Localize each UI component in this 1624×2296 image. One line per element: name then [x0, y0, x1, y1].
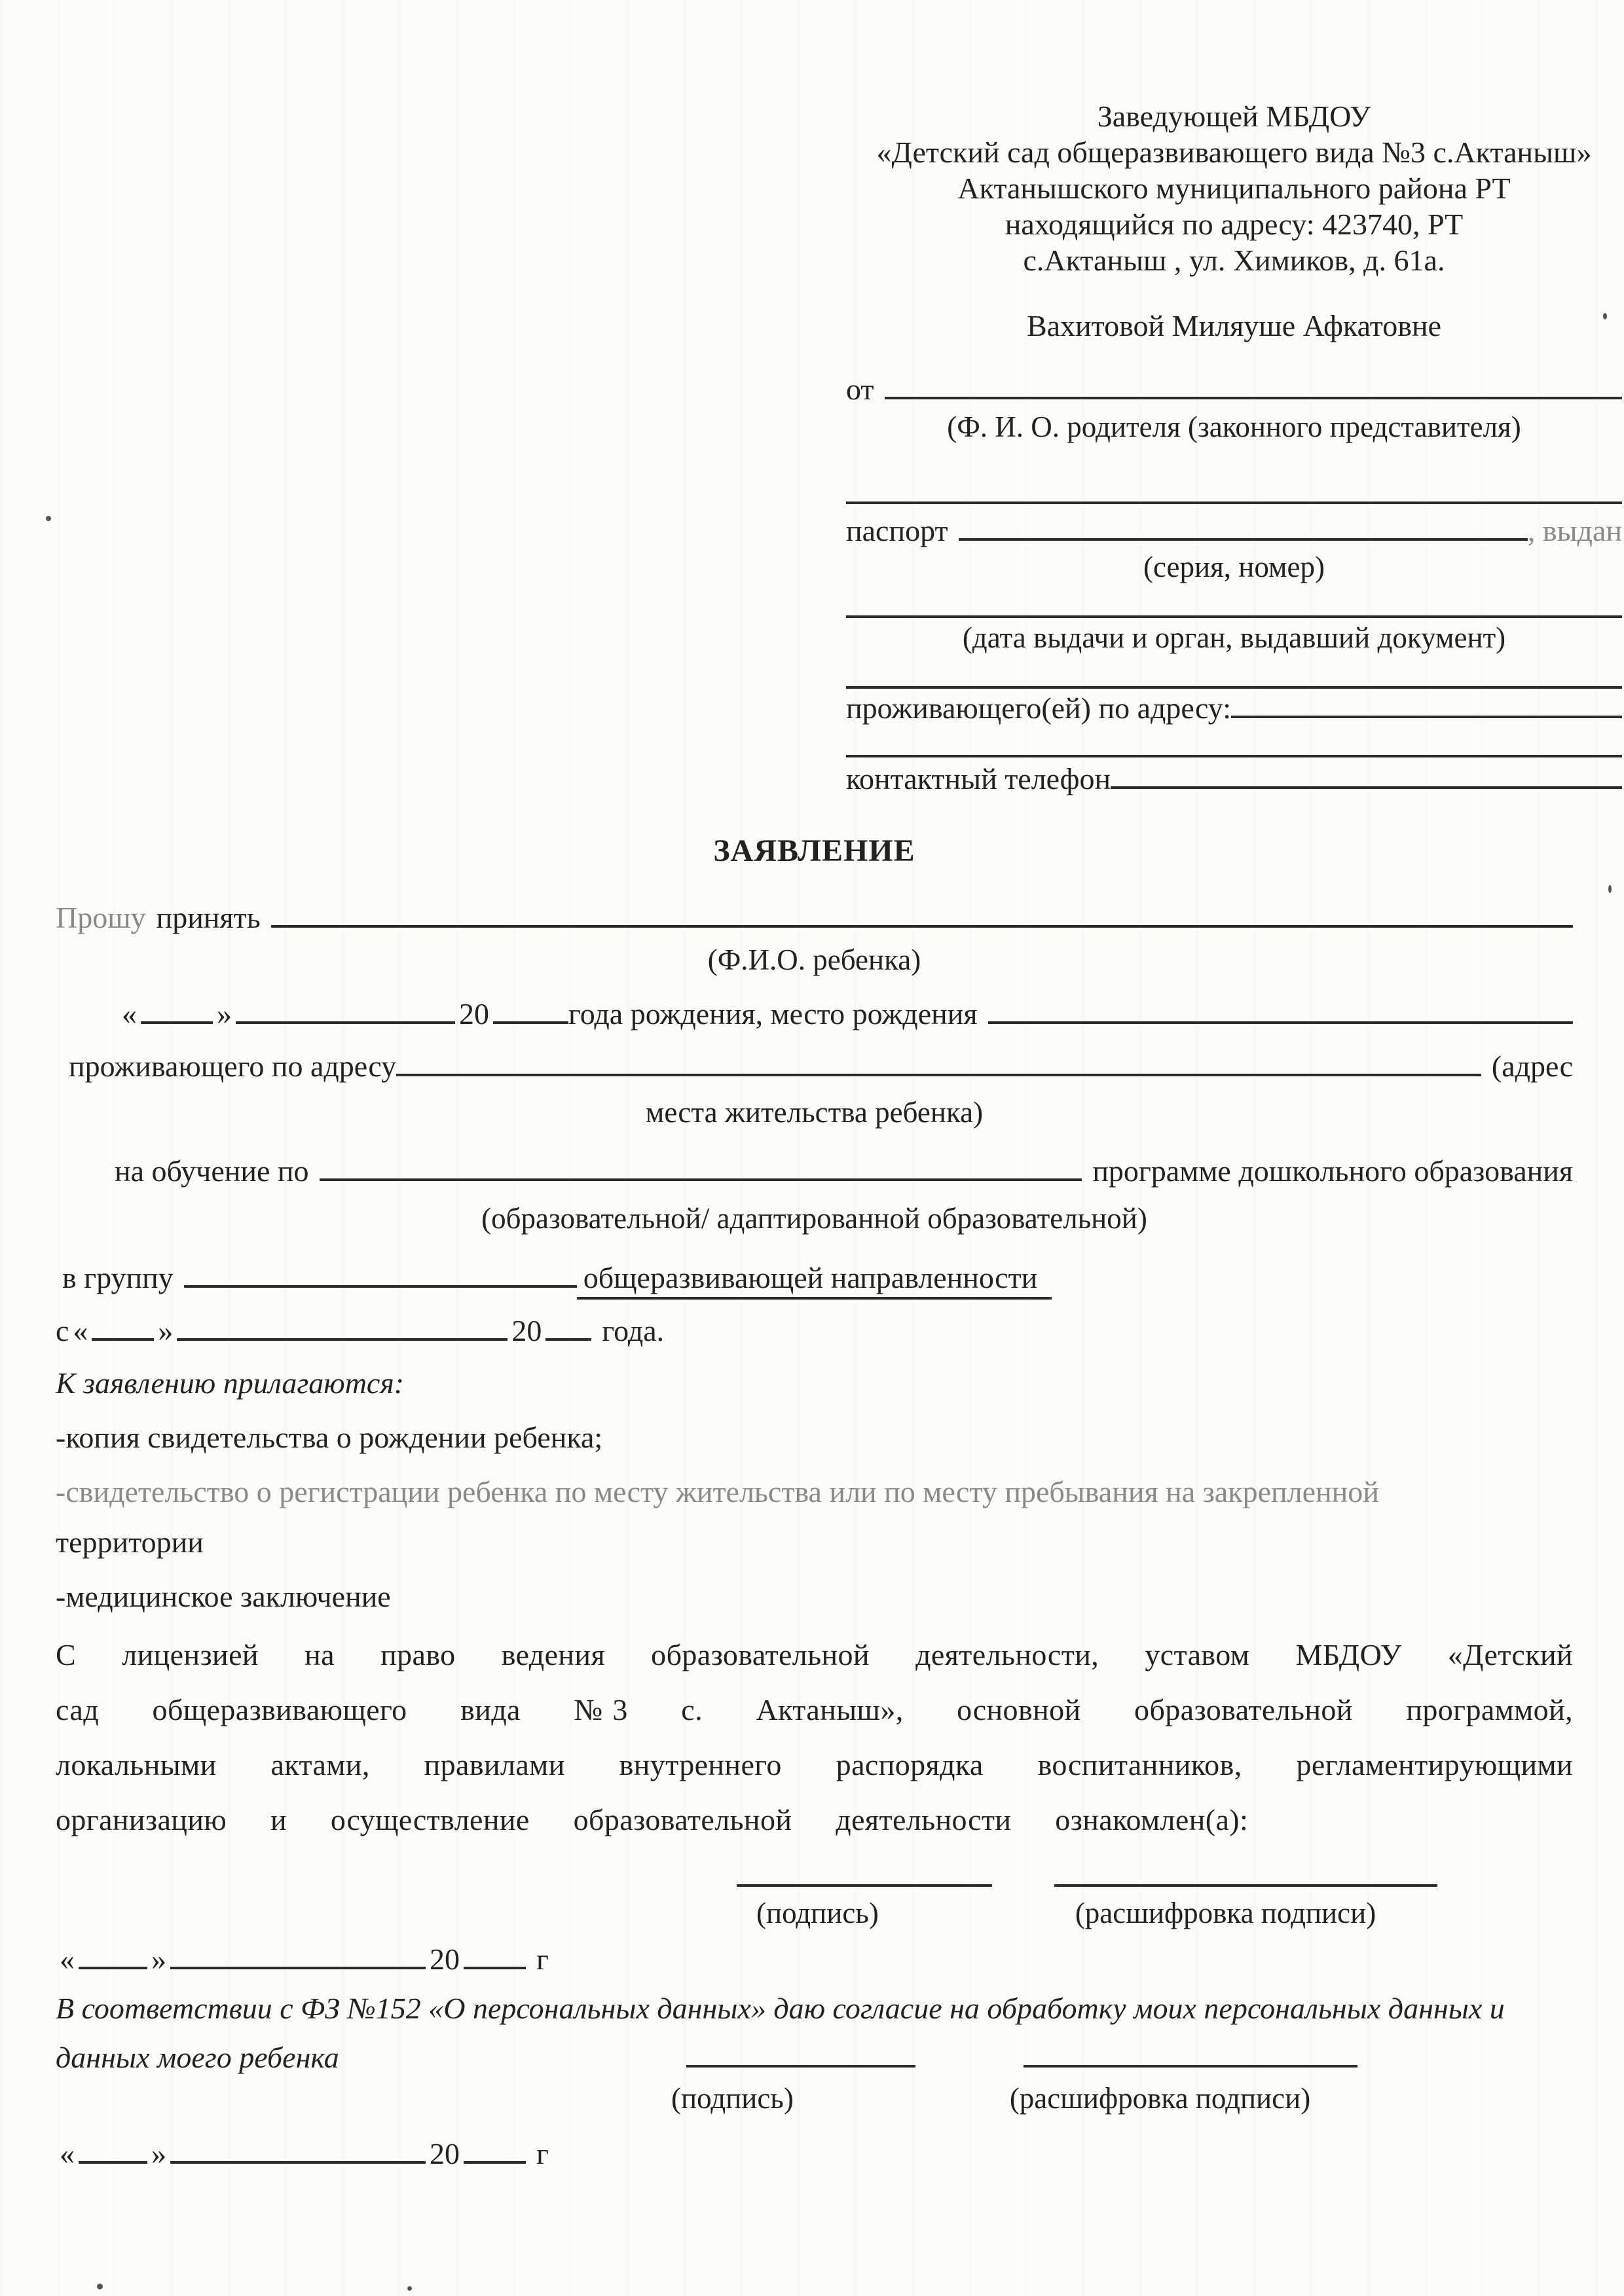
passport-row	[846, 511, 1622, 548]
passport-label: паспорт	[846, 513, 948, 547]
education-program-blank	[320, 1152, 1082, 1181]
child-residence-label: проживающего по адресу	[69, 1049, 397, 1083]
signature-row-1	[56, 1857, 1573, 1887]
date-year-blank	[464, 2134, 526, 2164]
child-address-blank	[396, 1046, 1481, 1076]
birth-place-blank	[988, 994, 1573, 1024]
child-fio-blank	[271, 898, 1573, 928]
date-row-2	[56, 2134, 1573, 2172]
signature-hints-1	[56, 1897, 1573, 1929]
consent-line-2-row	[56, 2038, 1573, 2075]
blank-line-continuation	[846, 486, 1622, 504]
sign-hint: (подпись)	[756, 1897, 879, 1930]
consent-line-1: В соответствии с ФЗ №152 «О персональных данных» даю согласие на обработку моих персональных данных и	[56, 1991, 1505, 2025]
request-word-1: Прошу	[56, 900, 146, 934]
org-line-2: «Детский сад общеразвивающего вида №3 с.Актаныш»	[876, 136, 1592, 169]
parent-fio-blank	[885, 370, 1623, 399]
quote-close: »	[217, 997, 232, 1031]
residence-blank	[1231, 689, 1622, 718]
year-word: года.	[602, 1313, 665, 1347]
residence-label: проживающего(ей) по адресу:	[846, 691, 1231, 725]
phone-blank	[1111, 759, 1622, 788]
attachment-item-4: -медицинское заключение	[56, 1579, 391, 1613]
quote-open: «	[60, 1942, 75, 1976]
consent-signature-name-blank	[1024, 2038, 1357, 2068]
child-fio-hint: (Ф.И.О. ребенка)	[707, 943, 921, 976]
org-line-5: с.Актаныш , ул. Химиков, д. 61а.	[1023, 244, 1445, 277]
start-date-row	[56, 1311, 1573, 1349]
date-year-blank	[464, 1939, 526, 1969]
birth-day-blank	[141, 994, 213, 1024]
date-month-blank	[170, 2134, 426, 2164]
address-open-paren: (адрес	[1491, 1049, 1573, 1083]
consent-line-2: данных моего ребенка	[56, 2041, 339, 2075]
date-day-blank	[79, 2134, 147, 2164]
transcript-hint: (расшифровка подписи)	[1075, 1897, 1376, 1930]
blank-line-issue	[846, 600, 1622, 618]
year-prefix: 20	[430, 1942, 460, 1976]
issue-info-hint: (дата выдачи и орган, выдавший документ)	[962, 621, 1506, 654]
request-word-2: принять	[156, 900, 261, 934]
org-line-3: Актанышского муниципального района РТ	[957, 172, 1511, 205]
blank-line-address	[846, 670, 1622, 689]
from-label: от	[846, 373, 874, 407]
quote-open: «	[60, 2137, 75, 2171]
document-title: ЗАЯВЛЕНИЕ	[713, 833, 915, 868]
quote-close: »	[151, 2137, 166, 2171]
passport-issued-label: , выдан	[1527, 513, 1622, 547]
birth-month-blank	[236, 994, 455, 1024]
start-year-blank	[545, 1311, 591, 1341]
group-direction: общеразвивающей направленности	[577, 1260, 1052, 1300]
blank-line-address-2	[846, 739, 1622, 757]
sign-hint: (подпись)	[671, 2082, 794, 2115]
education-suffix: программе дошкольного образования	[1092, 1154, 1573, 1188]
passport-number-blank	[959, 511, 1528, 540]
education-hint: (образовательной/ адаптированной образовательной)	[481, 1202, 1147, 1235]
date-row-1	[56, 1939, 1573, 1977]
birth-row	[118, 994, 1573, 1032]
passport-hint: (серия, номер)	[1143, 550, 1325, 583]
header-block	[846, 98, 1622, 797]
org-line-1: Заведующей МБДОУ	[1097, 100, 1371, 133]
scan-speck	[46, 516, 51, 521]
date-day-blank	[79, 1939, 147, 1969]
consent-signature-blank	[686, 2038, 915, 2068]
start-month-blank	[177, 1311, 507, 1341]
from-field-row	[846, 370, 1622, 407]
child-address-row	[69, 1046, 1573, 1084]
quote-open: «	[122, 997, 137, 1031]
group-row	[62, 1258, 1573, 1299]
birth-year-blank	[493, 994, 568, 1024]
education-row	[115, 1152, 1573, 1189]
quote-close: »	[158, 1313, 174, 1347]
year-letter: г	[536, 1942, 549, 1976]
signature-blank	[737, 1857, 992, 1887]
start-label: с	[56, 1313, 69, 1347]
phone-row	[846, 759, 1622, 796]
year-letter: г	[536, 2137, 549, 2171]
education-label: на обучение по	[115, 1154, 309, 1188]
year-prefix: 20	[430, 2137, 460, 2171]
parent-fio-hint: (Ф. И. О. родителя (законного представителя)	[947, 410, 1521, 444]
group-name-blank	[184, 1258, 577, 1287]
attachment-item-2: -свидетельство о регистрации ребенка по месту жительства или по месту пребывания на закрепленной	[56, 1474, 1379, 1508]
request-row	[56, 898, 1573, 936]
signature-hints-2	[56, 2082, 1573, 2115]
transcript-hint: (расшифровка подписи)	[1009, 2082, 1311, 2115]
scan-speck	[407, 2286, 412, 2291]
phone-label: контактный телефон	[846, 761, 1111, 795]
signature-name-blank	[1054, 1857, 1437, 1887]
scan-speck	[1603, 313, 1607, 319]
quote-close: »	[151, 1942, 166, 1976]
residence-row	[846, 689, 1622, 726]
addressee-name: Вахитовой Миляуше Афкатовне	[1026, 309, 1442, 342]
birth-suffix: года рождения, место рождения	[568, 997, 978, 1031]
year-prefix: 20	[511, 1313, 542, 1347]
start-day-blank	[92, 1311, 154, 1341]
group-label: в группу	[62, 1260, 174, 1294]
acknowledgement-paragraph: С лицензией на право ведения образовательной деятельности, уставом МБДОУ «Детский сад общеразвивающего вида №3 с. Актаныш», основной образовательной программой, локальными актами, правилами внутреннего распорядка воспитанников, регламентирующими организацию и осуществление образовательной деятельности ознакомлен(а):	[56, 1637, 1573, 1836]
year-prefix: 20	[459, 997, 489, 1031]
attachments-intro: К заявлению прилагаются:	[56, 1366, 405, 1400]
child-address-hint: места жительства ребенка)	[645, 1095, 984, 1129]
attachment-item-3: территории	[56, 1525, 204, 1559]
quote-open: «	[73, 1313, 88, 1347]
scan-speck	[97, 2284, 103, 2289]
attachment-item-1: -копия свидетельства о рождении ребенка;	[56, 1420, 603, 1454]
scan-speck	[1608, 885, 1612, 893]
org-line-4: находящийся по адресу: 423740, РТ	[1005, 208, 1464, 241]
date-month-blank	[170, 1939, 426, 1969]
